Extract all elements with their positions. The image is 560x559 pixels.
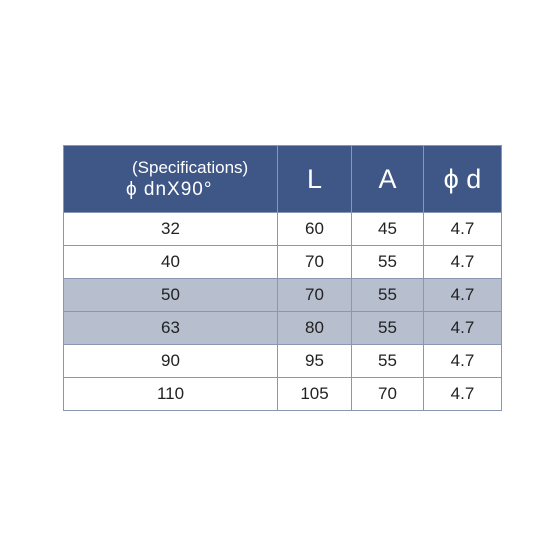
- cell-l: 95: [278, 345, 352, 378]
- cell-d: 4.7: [424, 345, 502, 378]
- cell-l: 70: [278, 279, 352, 312]
- table-row: [64, 345, 502, 378]
- cell-dn: 40: [64, 246, 278, 279]
- cell-l: 70: [278, 246, 352, 279]
- header-spec-cell: [64, 146, 278, 213]
- table-row: [64, 213, 502, 246]
- cell-a: 70: [352, 378, 424, 411]
- header-dn-label: ϕ dnX90°: [126, 179, 213, 200]
- table-header: [64, 146, 502, 213]
- cell-a: 55: [352, 312, 424, 345]
- cell-dn: 63: [64, 312, 278, 345]
- header-d: ϕ d: [424, 146, 502, 213]
- header-L: L: [278, 146, 352, 213]
- table-body: [64, 213, 502, 411]
- cell-dn: 32: [64, 213, 278, 246]
- cell-l: 105: [278, 378, 352, 411]
- cell-a: 45: [352, 213, 424, 246]
- cell-dn: 50: [64, 279, 278, 312]
- cell-l: 80: [278, 312, 352, 345]
- cell-d: 4.7: [424, 246, 502, 279]
- cell-a: 55: [352, 279, 424, 312]
- header-A: A: [352, 146, 424, 213]
- cell-d: 4.7: [424, 312, 502, 345]
- table-row: [64, 312, 502, 345]
- cell-d: 4.7: [424, 279, 502, 312]
- cell-a: 55: [352, 246, 424, 279]
- table-row: [64, 378, 502, 411]
- cell-dn: 110: [64, 378, 278, 411]
- header-row: [64, 146, 502, 213]
- header-spec-label: (Specifications): [132, 158, 249, 177]
- cell-l: 60: [278, 213, 352, 246]
- spec-table: [63, 145, 502, 411]
- cell-d: 4.7: [424, 213, 502, 246]
- table-row: [64, 279, 502, 312]
- cell-d: 4.7: [424, 378, 502, 411]
- table-row: [64, 246, 502, 279]
- cell-dn: 90: [64, 345, 278, 378]
- cell-a: 55: [352, 345, 424, 378]
